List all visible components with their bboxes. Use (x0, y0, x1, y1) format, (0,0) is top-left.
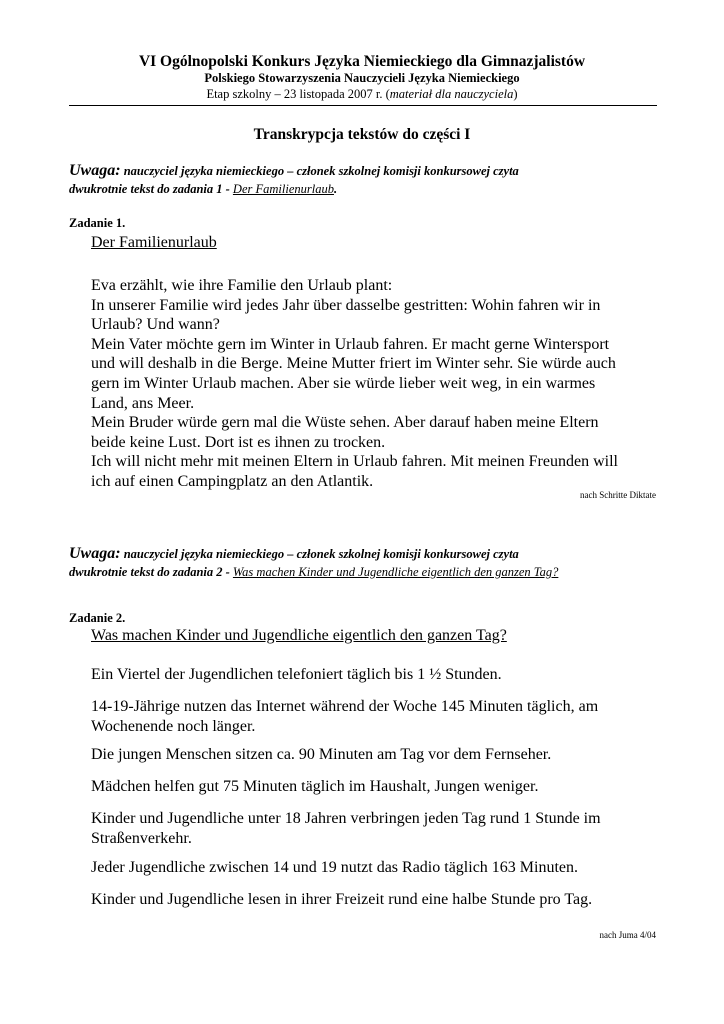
stage-info-material: materiał dla nauczyciela (389, 87, 514, 101)
statement-line: Wochenende noch länger. (91, 718, 256, 735)
contest-title: VI Ogólnopolski Konkurs Języka Niemieckiego dla Gimnazjalistów (138, 53, 586, 70)
statement-line: Ein Viertel der Jugendlichen telefoniert täglich bis 1 ½ Stunden. (91, 666, 502, 683)
statement-line: Die jungen Menschen sitzen ca. 90 Minuten am Tag vor dem Fernseher. (91, 746, 552, 763)
task-2-statement (91, 665, 661, 685)
note-text: nauczyciel języka niemieckiego – członek szkolnej komisji konkursowej czyta (120, 547, 519, 561)
text-line: Land, ans Meer. (91, 394, 195, 412)
note-line (69, 162, 669, 180)
stage-info-text: Etap szkolny – 23 listopada 2007 r. ( (206, 87, 390, 101)
task-1-label: Zadanie 1. (69, 216, 126, 230)
teacher-note-task-2 (69, 545, 669, 581)
teacher-note-task-1 (69, 162, 669, 198)
text-line: Ich will nicht mehr mit meinen Eltern in Urlaub fahren. Mit meinen Freunden will (91, 453, 618, 471)
note-label: Uwaga: (69, 545, 121, 562)
task-2-statement (91, 809, 661, 849)
text-line: Urlaub? Und wann? (91, 316, 220, 334)
task-2-statement (91, 777, 661, 797)
note-line (69, 545, 669, 563)
task-1-text (91, 276, 661, 492)
organizer-name: Polskiego Stowarzyszenia Nauczycieli Języka Niemieckiego (204, 71, 520, 85)
text-line: ich auf einen Campingplatz an den Atlantik. (91, 472, 374, 490)
task-1-heading: Der Familienurlaub (91, 234, 217, 251)
document-title: Transkrypcja tekstów do części I (253, 126, 471, 143)
statement-line: Kinder und Jugendliche unter 18 Jahren verbringen jeden Tag rund 1 Stunde im (91, 810, 601, 827)
statement-line: Kinder und Jugendliche lesen in ihrer Freizeit rund eine halbe Stunde pro Tag. (91, 891, 593, 908)
note-text: dwukrotnie tekst do zadania 2 - (69, 565, 233, 579)
note-label: Uwaga: (69, 162, 121, 179)
text-line: Mein Vater möchte gern im Winter in Urlaub fahren. Er macht gerne Wintersport (91, 335, 610, 353)
statement-line: 14-19-Jährige nutzen das Internet während der Woche 145 Minuten täglich, am (91, 698, 599, 715)
statement-line: Straßenverkehr. (91, 830, 192, 847)
stage-info-close: ) (513, 87, 518, 101)
task-2-statement (91, 858, 661, 878)
stage-info (0, 87, 724, 102)
note-text: . (333, 182, 338, 196)
text-line: Eva erzählt, wie ihre Familie den Urlaub plant: (91, 277, 393, 294)
statement-line: Jeder Jugendliche zwischen 14 und 19 nutzt das Radio täglich 163 Minuten. (91, 859, 579, 876)
task-2-statement (91, 890, 661, 910)
task-2-source: nach Juma 4/04 (599, 930, 656, 940)
task-2-statement (91, 697, 661, 737)
task-2-label: Zadanie 2. (69, 611, 126, 625)
note-line (69, 563, 669, 581)
text-line: und will deshalb in die Berge. Meine Mutter friert im Winter sehr. Sie würde auch (91, 355, 616, 373)
note-task-title: Der Familienurlaub (232, 182, 334, 196)
note-text: nauczyciel języka niemieckiego – członek szkolnej komisji konkursowej czyta (120, 164, 519, 178)
text-line: gern im Winter Urlaub machen. Aber sie würde lieber weit weg, in ein warmes (91, 374, 596, 392)
note-task-title: Was machen Kinder und Jugendliche eigentlich den ganzen Tag? (232, 565, 559, 579)
note-line (69, 180, 669, 198)
text-line: beide keine Lust. Dort ist es ihnen zu trocken. (91, 433, 386, 451)
task-2-heading: Was machen Kinder und Jugendliche eigentlich den ganzen Tag? (91, 627, 507, 644)
task-2-statement (91, 745, 661, 765)
note-text: dwukrotnie tekst do zadania 1 - (69, 182, 233, 196)
header-divider (69, 105, 657, 106)
statement-line: Mädchen helfen gut 75 Minuten täglich im Haushalt, Jungen weniger. (91, 778, 539, 795)
text-line: Mein Bruder würde gern mal die Wüste sehen. Aber darauf haben meine Eltern (91, 414, 599, 432)
text-line: In unserer Familie wird jedes Jahr über dasselbe gestritten: Wohin fahren wir in (91, 296, 601, 314)
task-1-source: nach Schritte Diktate (580, 490, 656, 500)
